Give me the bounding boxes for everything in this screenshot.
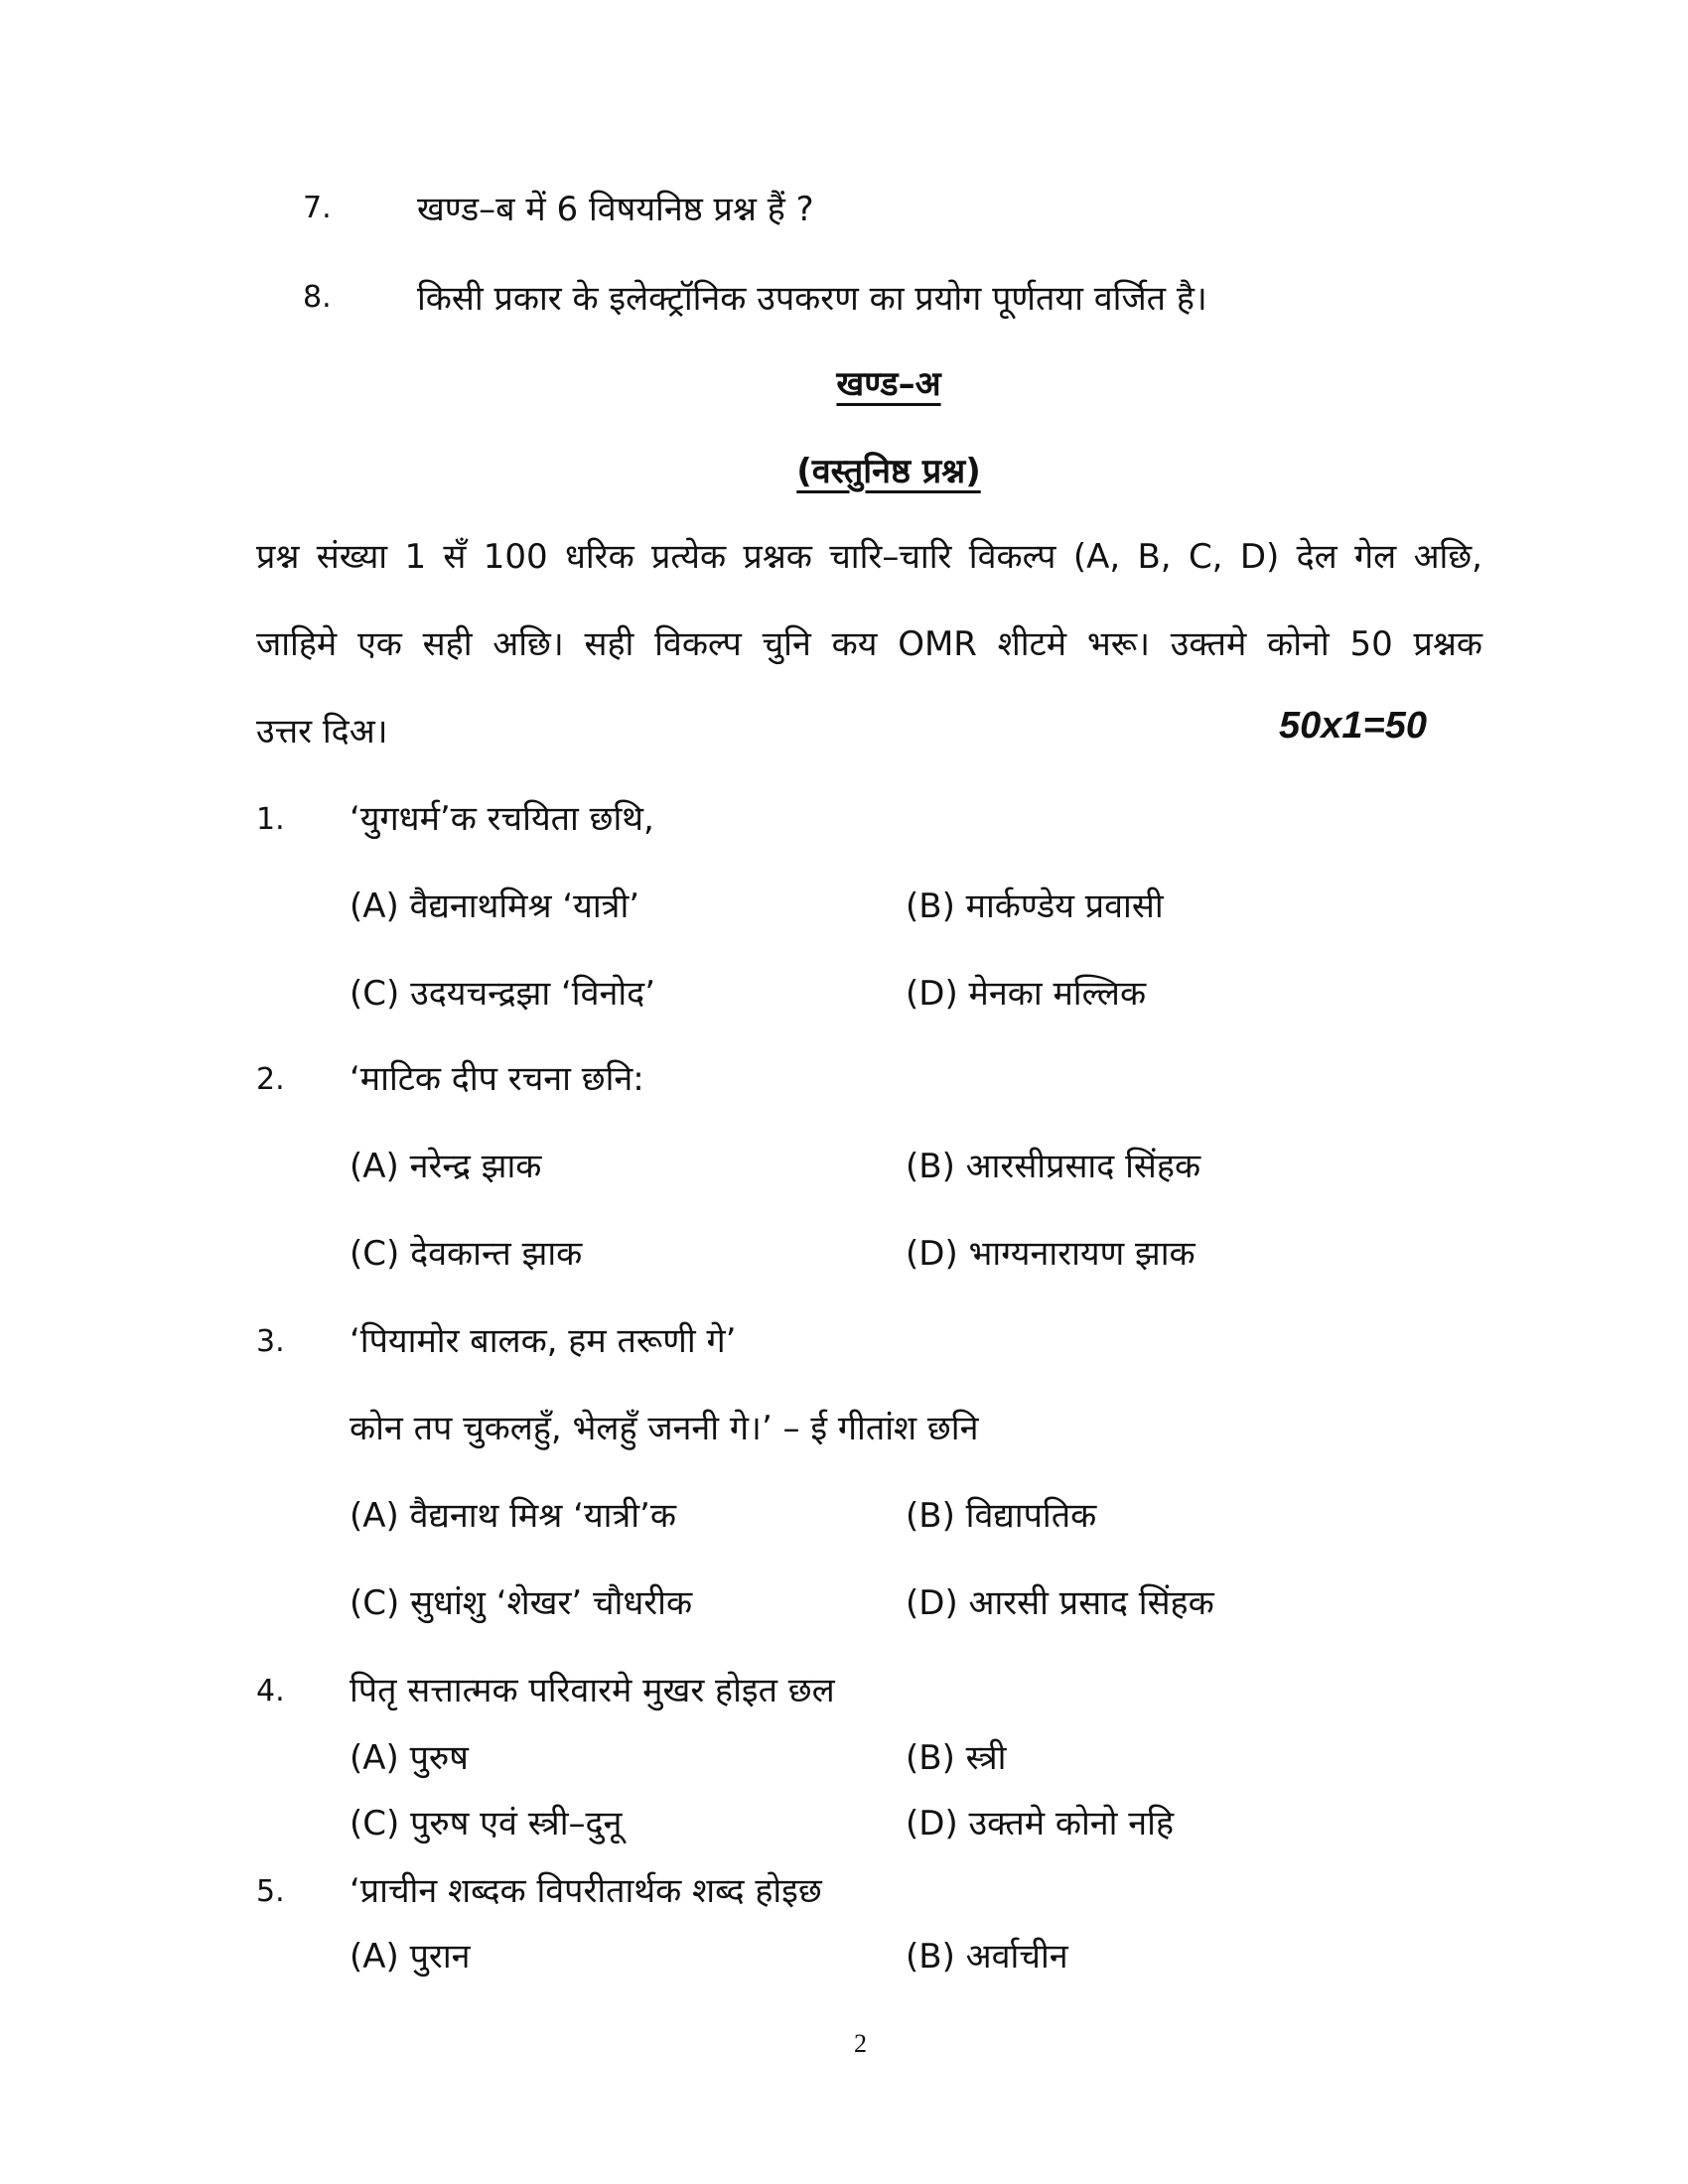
question-1-number: 1. <box>256 802 285 837</box>
question-1-option-d: (D) मेनका मल्लिक <box>906 974 1147 1014</box>
direction-line-3: उत्तर दिअ। <box>256 712 388 751</box>
question-2-text: ‘माटिक दीप रचना छनि: <box>350 1059 644 1099</box>
section-title: खण्ड–अ <box>836 364 941 404</box>
question-5-option-a: (A) पुरान <box>350 1937 471 1977</box>
section-subtitle: (वस्तुनिष्ठ प्रश्न) <box>796 452 981 491</box>
question-1-option-b: (B) मार्कण्डेय प्रवासी <box>906 887 1164 926</box>
question-3-option-c: (C) सुधांशु ‘शेखर’ चौधरीक <box>350 1583 693 1623</box>
question-1-text: ‘युगधर्म’क रचयिता छथि, <box>350 799 654 839</box>
question-5-number: 5. <box>256 1874 285 1909</box>
instruction-7-text: खण्ड–ब में 6 विषयनिष्ठ प्रश्न हैं ? <box>417 190 814 229</box>
question-1-option-a: (A) वैद्यनाथमिश्र ‘यात्री’ <box>350 887 640 926</box>
question-4-option-b: (B) स्त्री <box>906 1738 1007 1778</box>
marks-formula: 50x1=50 <box>1279 705 1427 747</box>
question-2-option-d: (D) भाग्यनारायण झाक <box>906 1234 1196 1274</box>
question-2-option-a: (A) नरेन्द्र झाक <box>350 1147 542 1186</box>
question-3-number: 3. <box>256 1324 285 1359</box>
instruction-8-text: किसी प्रकार के इलेक्ट्रॉनिक उपकरण का प्रयोग पूर्णतया वर्जित है। <box>417 279 1207 319</box>
question-4-option-a: (A) पुरुष <box>350 1738 469 1778</box>
question-4-text: पितृ सत्तात्मक परिवारमे मुखर होइत छल <box>350 1671 835 1710</box>
question-5-option-b: (B) अर्वाचीन <box>906 1937 1068 1977</box>
page-number: 2 <box>854 2029 867 2058</box>
question-3-text-line-2: कोन तप चुकलहुँ, भेलहुँ जननी गे।’ – ई गीतांश छनि <box>350 1409 979 1448</box>
question-3-option-d: (D) आरसी प्रसाद सिंहक <box>906 1583 1214 1623</box>
question-2-option-b: (B) आरसीप्रसाद सिंहक <box>906 1147 1201 1186</box>
question-3-text: ‘पियामोर बालक, हम तरूणी गे’ <box>350 1321 737 1361</box>
question-4-option-d: (D) उक्तमे कोनो नहि <box>906 1804 1175 1843</box>
question-3-option-b: (B) विद्यापतिक <box>906 1496 1097 1536</box>
question-4-option-c: (C) पुरुष एवं स्त्री–दुनू <box>350 1804 623 1843</box>
question-4-number: 4. <box>256 1674 285 1708</box>
direction-line-2: जाहिमे एक सही अछि। सही विकल्प चुनि कय OMR शीटमे भरू। उक्तमे कोनो 50 प्रश्नक <box>256 624 1482 664</box>
question-1-option-c: (C) उदयचन्द्रझा ‘विनोद’ <box>350 974 656 1014</box>
instruction-8-number: 8. <box>303 280 332 315</box>
instruction-7-number: 7. <box>303 191 332 225</box>
question-3-option-a: (A) वैद्यनाथ मिश्र ‘यात्री’क <box>350 1496 676 1536</box>
question-2-number: 2. <box>256 1062 285 1097</box>
direction-line-1: प्रश्न संख्या 1 सँ 100 धरिक प्रत्येक प्रश्नक चारि–चारि विकल्प (A, B, C, D) देल गेल अछि, <box>256 537 1482 577</box>
question-2-option-c: (C) देवकान्त झाक <box>350 1234 583 1274</box>
question-5-text: ‘प्राचीन शब्दक विपरीतार्थक शब्द होइछ <box>350 1871 822 1911</box>
